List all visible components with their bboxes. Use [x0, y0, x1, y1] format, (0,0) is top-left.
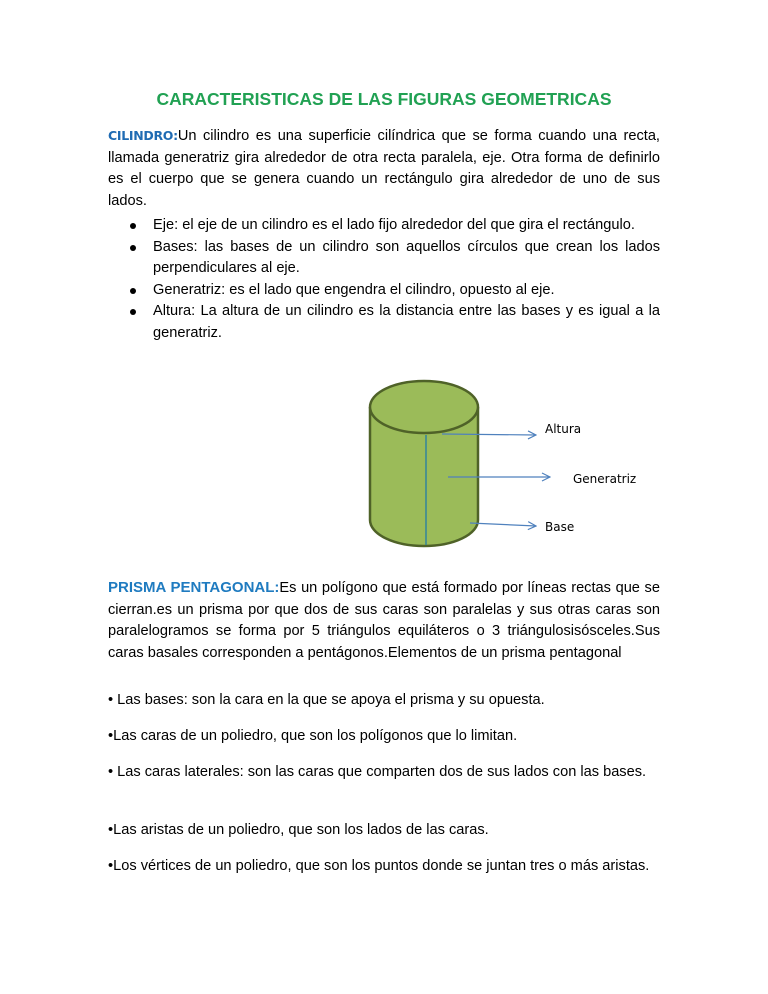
list-item: Generatriz: es el lado que engendra el cilindro, opuesto al eje. — [108, 280, 660, 302]
list-item: Altura: La altura de un cilindro es la distancia entre las bases y es igual a la generatriz. — [108, 301, 660, 344]
cylinder-icon — [360, 370, 680, 560]
bullet-icon — [130, 309, 136, 315]
cylinder-diagram — [360, 370, 680, 560]
prisma-element: •Las caras de un poliedro, que son los polígonos que lo limitan. — [108, 728, 518, 744]
prisma-text: Es un polígono que está formado por líneas rectas que se cierran.es un prisma por que dos de sus caras son paralelas y sus otras caras son paralelogramos se forma por 5 triángulos equiláteros o 3 triángulosisósceles.Sus caras basales corresponden a pentágonos.Elementos de un prisma pentagonal — [108, 580, 660, 661]
cilindro-paragraph — [108, 125, 660, 212]
cilindro-text: Un cilindro es una superficie cilíndrica que se forma cuando una recta, llamada generatriz gira alrededor de otra recta paralela, eje. Otra forma de definirlo es el cuerpo que se genera cuando un rectángulo gira alrededor de uno de sus lados. — [108, 128, 660, 209]
prisma-element: • Las bases: son la cara en la que se apoya el prisma y su opuesta. — [108, 692, 545, 708]
generatriz-label: Generatriz — [573, 472, 637, 486]
bullet-icon — [130, 245, 136, 251]
list-item: Eje: el eje de un cilindro es el lado fijo alrededor del que gira el rectángulo. — [108, 215, 660, 237]
prisma-element: •Los vértices de un poliedro, que son los puntos donde se juntan tres o más aristas. — [108, 858, 650, 874]
bullet-icon — [130, 288, 136, 294]
page-title: CARACTERISTICAS DE LAS FIGURAS GEOMETRICAS — [156, 89, 612, 109]
prisma-paragraph — [108, 577, 660, 664]
base-label: Base — [545, 520, 575, 534]
list-item: Bases: las bases de un cilindro son aquellos círculos que crean los lados perpendiculares al eje. — [108, 237, 660, 280]
bullet-icon — [130, 223, 136, 229]
prisma-element: • Las caras laterales: son las caras que comparten dos de sus lados con las bases. — [108, 764, 647, 780]
prisma-element: •Las aristas de un poliedro, que son los lados de las caras. — [108, 822, 489, 838]
altura-label: Altura — [545, 422, 582, 436]
prisma-label: PRISMA PENTAGONAL: — [108, 579, 280, 596]
cilindro-label: CILINDRO: — [108, 128, 178, 143]
cilindro-bullet-list — [108, 215, 660, 344]
